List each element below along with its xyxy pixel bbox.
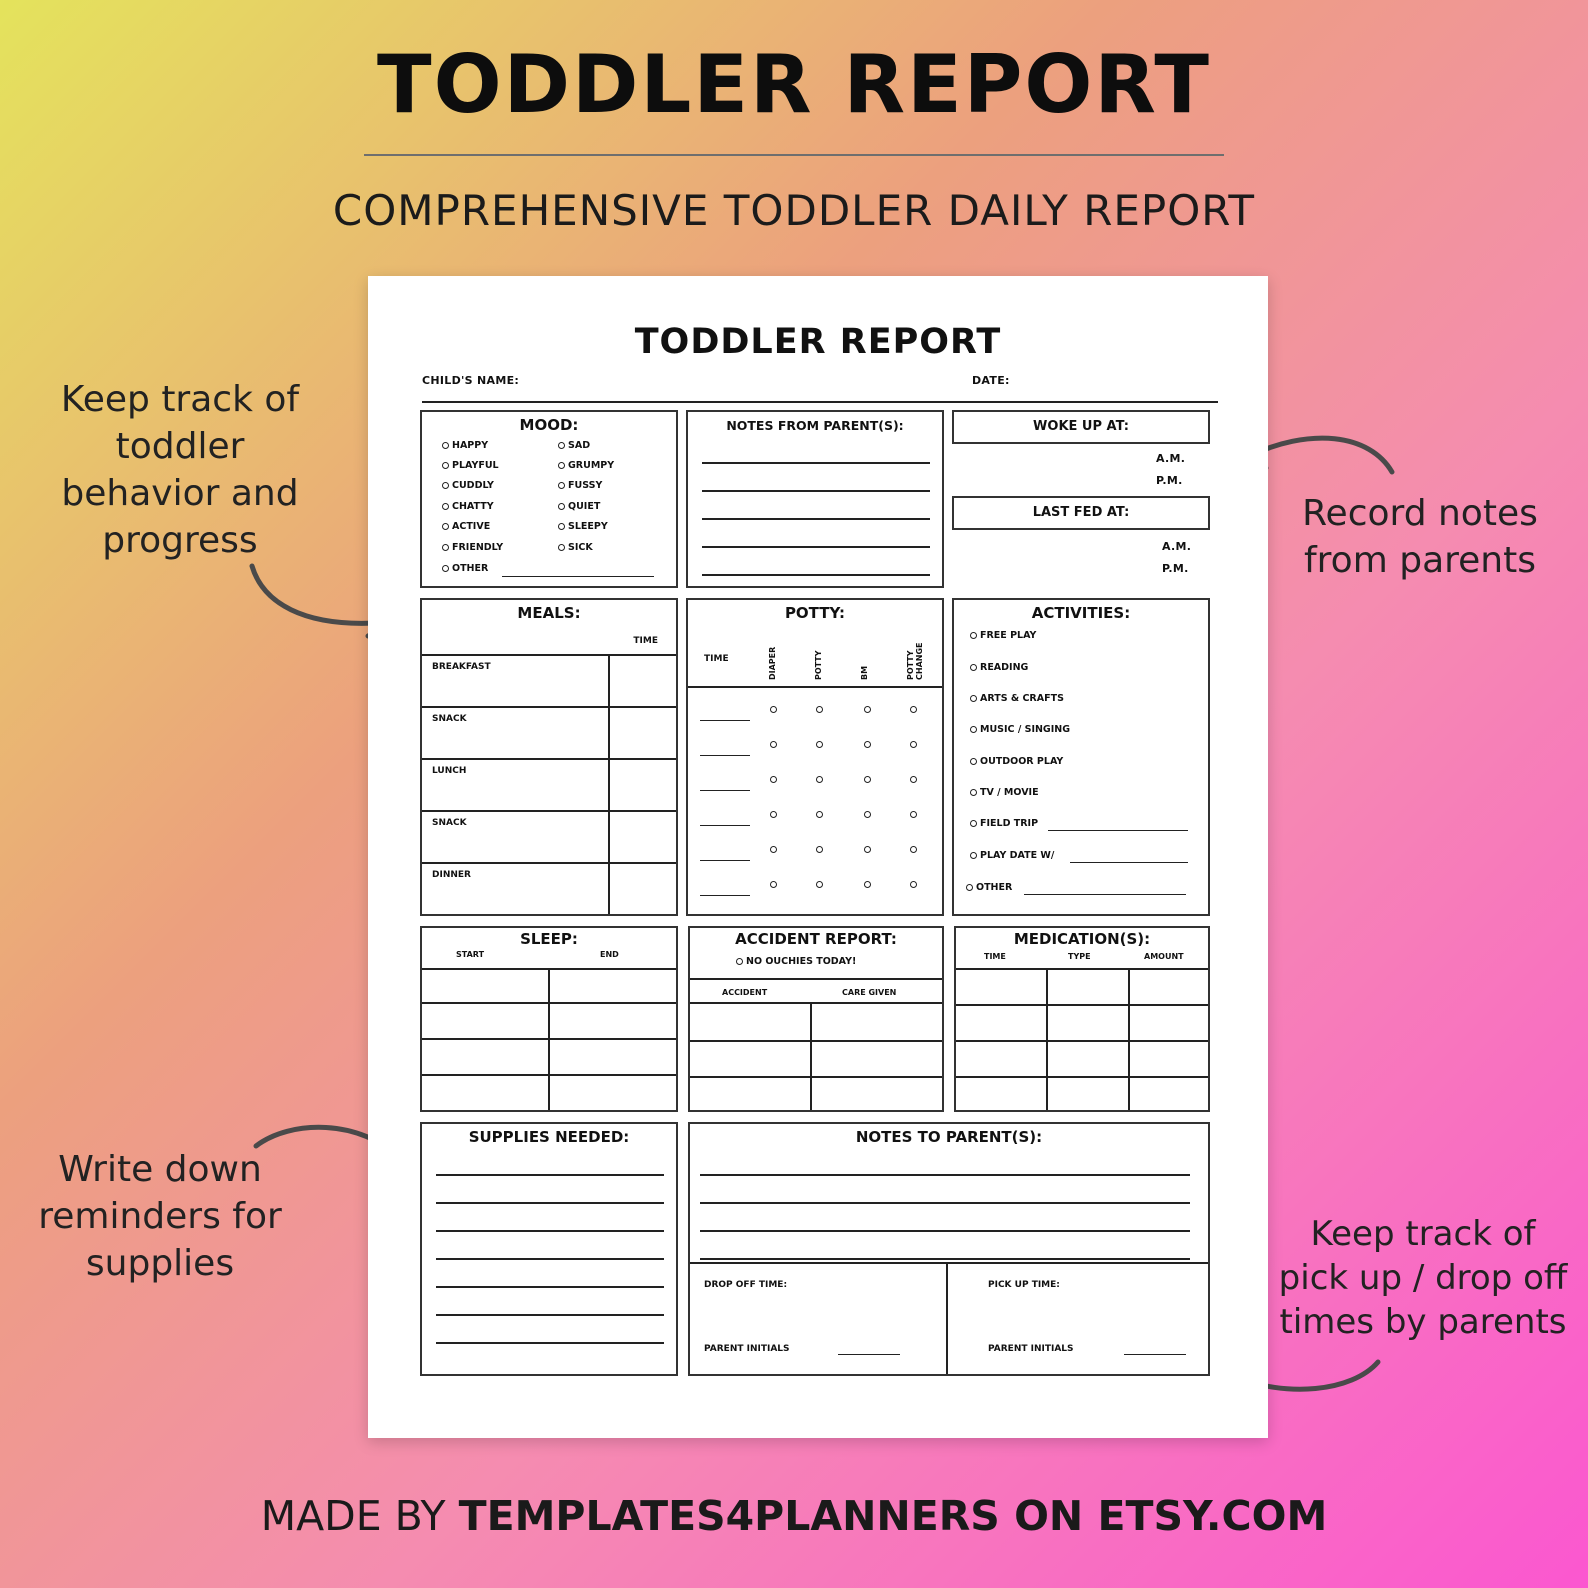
mood-option[interactable]: GRUMPY: [558, 460, 614, 471]
page-subtitle: COMPREHENSIVE TODDLER DAILY REPORT: [332, 186, 1256, 235]
potty-checkbox[interactable]: [816, 741, 823, 748]
potty-checkbox[interactable]: [816, 811, 823, 818]
mood-other-line[interactable]: [502, 576, 654, 577]
potty-checkbox[interactable]: [910, 811, 917, 818]
field-trip-line[interactable]: [1048, 830, 1188, 831]
callout-line: reminders for: [38, 1196, 282, 1237]
woke-up-title: WOKE UP AT:: [1033, 419, 1129, 434]
meal-row[interactable]: LUNCH: [432, 766, 467, 776]
medications-box: [954, 926, 1210, 1112]
med-col-label: TYPE: [1068, 952, 1091, 961]
supply-line[interactable]: [436, 1258, 664, 1260]
note-line[interactable]: [700, 1258, 1190, 1260]
meal-row[interactable]: SNACK: [432, 714, 467, 724]
sleep-end-label: END: [600, 950, 619, 959]
mood-option[interactable]: SICK: [558, 542, 593, 553]
report-sheet: [368, 276, 1268, 1438]
activities-title: ACTIVITIES:: [1031, 604, 1131, 622]
initials-line[interactable]: [1124, 1354, 1186, 1355]
potty-checkbox[interactable]: [770, 706, 777, 713]
note-line[interactable]: [700, 1174, 1190, 1176]
initials-line[interactable]: [838, 1354, 900, 1355]
note-line[interactable]: [702, 462, 930, 464]
last-fed-box[interactable]: [952, 496, 1210, 530]
footer-credit: [0, 1492, 1588, 1540]
note-line[interactable]: [702, 546, 930, 548]
potty-checkbox[interactable]: [864, 811, 871, 818]
page-title: TODDLER REPORT: [377, 38, 1211, 131]
supply-line[interactable]: [436, 1230, 664, 1232]
potty-checkbox[interactable]: [864, 741, 871, 748]
parent-initials-pickup[interactable]: PARENT INITIALS: [988, 1344, 1074, 1354]
mood-box: [420, 410, 678, 588]
potty-col-change: POTTY CHANGE: [906, 642, 924, 680]
care-given-col-label: CARE GIVEN: [842, 988, 897, 997]
meal-row[interactable]: DINNER: [432, 870, 471, 880]
sheet-title: TODDLER REPORT: [634, 322, 1002, 362]
potty-time-label: TIME: [704, 654, 729, 664]
note-line[interactable]: [700, 1230, 1190, 1232]
supply-line[interactable]: [436, 1342, 664, 1344]
potty-checkbox[interactable]: [910, 741, 917, 748]
potty-checkbox[interactable]: [910, 881, 917, 888]
parent-initials-dropoff[interactable]: PARENT INITIALS: [704, 1344, 790, 1354]
potty-time-line[interactable]: [700, 895, 750, 896]
medications-title: MEDICATION(S):: [1013, 930, 1151, 948]
woke-up-am: A.M.: [1156, 452, 1186, 465]
callout-line: progress: [102, 520, 258, 561]
callout-line: times by parents: [1279, 1302, 1567, 1342]
supply-line[interactable]: [436, 1286, 664, 1288]
activity-option[interactable]: OTHER: [966, 882, 1012, 893]
med-col-label: AMOUNT: [1144, 952, 1184, 961]
activity-option[interactable]: PLAY DATE W/: [970, 850, 1054, 861]
notes-to-parents-box: [688, 1122, 1210, 1376]
potty-col-diaper: DIAPER: [768, 646, 777, 680]
activity-option[interactable]: FREE PLAY: [970, 630, 1036, 641]
activity-option[interactable]: TV / MOVIE: [970, 787, 1039, 798]
last-fed-title: LAST FED AT:: [1032, 505, 1130, 520]
note-line[interactable]: [700, 1202, 1190, 1204]
play-date-line[interactable]: [1070, 862, 1188, 863]
callout-line: Write down: [58, 1149, 262, 1190]
last-fed-pm: P.M.: [1162, 562, 1189, 575]
potty-time-line[interactable]: [700, 755, 750, 756]
mood-option[interactable]: ACTIVE: [442, 521, 490, 532]
callout-line: toddler: [115, 426, 245, 467]
mood-option[interactable]: SLEEPY: [558, 521, 608, 532]
potty-checkbox[interactable]: [816, 776, 823, 783]
potty-checkbox[interactable]: [864, 881, 871, 888]
mood-option[interactable]: HAPPY: [442, 440, 488, 451]
meals-time-label: TIME: [633, 636, 658, 646]
accident-col-label: ACCIDENT: [722, 988, 768, 997]
date-label: DATE:: [972, 374, 1010, 387]
meals-box: [420, 598, 678, 916]
potty-checkbox[interactable]: [816, 706, 823, 713]
sleep-box: [420, 926, 678, 1112]
potty-checkbox[interactable]: [770, 776, 777, 783]
mood-option[interactable]: SAD: [558, 440, 590, 451]
mood-option[interactable]: QUIET: [558, 501, 600, 512]
potty-checkbox[interactable]: [910, 776, 917, 783]
potty-checkbox[interactable]: [770, 741, 777, 748]
potty-checkbox[interactable]: [816, 846, 823, 853]
supply-line[interactable]: [436, 1202, 664, 1204]
potty-checkbox[interactable]: [770, 811, 777, 818]
sleep-start-label: START: [456, 950, 485, 959]
mood-option[interactable]: CUDDLY: [442, 480, 494, 491]
potty-time-line[interactable]: [700, 860, 750, 861]
activities-box: [952, 598, 1210, 916]
potty-col-bm: BM: [860, 665, 869, 680]
footer-prefix: MADE BY: [260, 1492, 459, 1540]
accident-box: [688, 926, 944, 1112]
meal-row[interactable]: BREAKFAST: [432, 662, 491, 672]
sleep-title: SLEEP:: [520, 930, 578, 948]
potty-checkbox[interactable]: [910, 846, 917, 853]
activity-option[interactable]: FIELD TRIP: [970, 818, 1038, 829]
notes-to-parents-title: NOTES TO PARENT(S):: [855, 1128, 1043, 1146]
supplies-box: [420, 1122, 678, 1376]
supply-line[interactable]: [436, 1174, 664, 1176]
drop-off-time-label[interactable]: DROP OFF TIME:: [704, 1280, 788, 1290]
callout-line: Record notes: [1302, 493, 1538, 534]
mood-option[interactable]: CHATTY: [442, 501, 494, 512]
potty-box: [686, 598, 944, 916]
activity-option[interactable]: OUTDOOR PLAY: [970, 756, 1063, 767]
callout-line: behavior and: [61, 473, 299, 514]
notes-from-parents-box: [686, 410, 944, 588]
no-ouchies-option[interactable]: NO OUCHIES TODAY!: [736, 956, 856, 967]
meals-title: MEALS:: [517, 604, 581, 622]
callout-line: Keep track of: [1310, 1214, 1536, 1254]
activity-option[interactable]: MUSIC / SINGING: [970, 724, 1070, 735]
mood-option-other[interactable]: OTHER: [442, 563, 488, 574]
potty-checkbox[interactable]: [864, 846, 871, 853]
potty-checkbox[interactable]: [816, 881, 823, 888]
supply-line[interactable]: [436, 1314, 664, 1316]
potty-time-line[interactable]: [700, 825, 750, 826]
activity-option[interactable]: ARTS & CRAFTS: [970, 693, 1064, 704]
med-col-label: TIME: [984, 952, 1006, 961]
callout-line: Keep track of: [60, 379, 300, 420]
last-fed-am: A.M.: [1162, 540, 1192, 553]
meal-row[interactable]: SNACK: [432, 818, 467, 828]
woke-up-pm: P.M.: [1156, 474, 1183, 487]
mood-option[interactable]: FRIENDLY: [442, 542, 503, 553]
potty-checkbox[interactable]: [770, 846, 777, 853]
mood-option[interactable]: FUSSY: [558, 480, 602, 491]
activity-other-line[interactable]: [1024, 894, 1186, 895]
pick-up-time-label[interactable]: PICK UP TIME:: [988, 1280, 1060, 1290]
potty-checkbox[interactable]: [770, 881, 777, 888]
woke-up-box[interactable]: [952, 410, 1210, 444]
notes-from-parents-title: NOTES FROM PARENT(S):: [726, 418, 904, 433]
name-date-underline: [422, 401, 1218, 403]
note-line[interactable]: [702, 518, 930, 520]
mood-title: MOOD:: [519, 416, 579, 434]
potty-title: POTTY:: [784, 604, 846, 622]
potty-checkbox[interactable]: [864, 776, 871, 783]
supplies-title: SUPPLIES NEEDED:: [468, 1128, 630, 1146]
childs-name-label: CHILD'S NAME:: [422, 374, 520, 387]
activity-option[interactable]: READING: [970, 662, 1028, 673]
note-line[interactable]: [702, 574, 930, 576]
callout-line: from parents: [1304, 540, 1536, 581]
potty-time-line[interactable]: [700, 720, 750, 721]
callout-line: pick up / drop off: [1278, 1258, 1568, 1298]
footer-brand[interactable]: TEMPLATES4PLANNERS ON ETSY.COM: [458, 1492, 1328, 1540]
accident-title: ACCIDENT REPORT:: [735, 930, 897, 948]
potty-checkbox[interactable]: [864, 706, 871, 713]
potty-checkbox[interactable]: [910, 706, 917, 713]
mood-option[interactable]: PLAYFUL: [442, 460, 499, 471]
callout-line: supplies: [85, 1243, 235, 1284]
note-line[interactable]: [702, 490, 930, 492]
potty-time-line[interactable]: [700, 790, 750, 791]
potty-col-potty: POTTY: [814, 650, 823, 680]
